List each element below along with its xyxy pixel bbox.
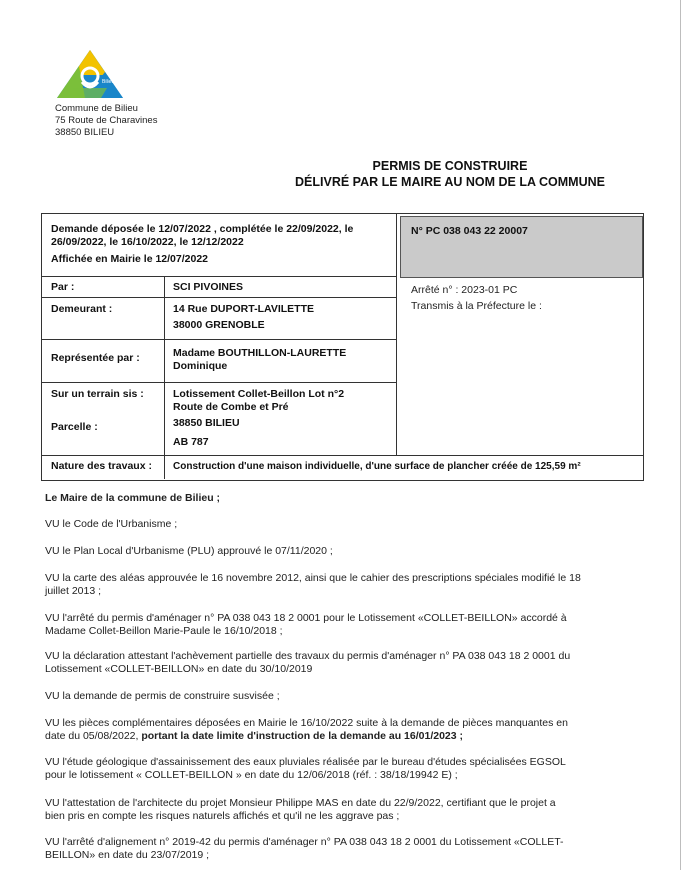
nature-value: Construction d'une maison individuelle, d'une surface de plancher créée de 125,59 m² [173, 461, 581, 472]
representee-value [173, 347, 346, 373]
vu-attestation-architecte [45, 797, 635, 823]
vu-pieces-line-1: VU les pièces complémentaires déposées en Mairie le 16/10/2022 suite à la demande de pièces manquantes en [45, 717, 568, 729]
vu-code-urbanisme: VU le Code de l'Urbanisme ; [45, 518, 178, 530]
demeurant-label: Demeurant : [51, 303, 113, 315]
parcelle-value: AB 787 [173, 436, 209, 448]
par-label: Par : [51, 281, 75, 293]
demande-block [51, 223, 391, 266]
page-edge [680, 0, 681, 870]
vu-demande-permis: VU la demande de permis de construire susvisée ; [45, 690, 280, 702]
maire-heading: Le Maire de la commune de Bilieu ; [45, 492, 221, 504]
vu-etude-geologique [45, 756, 635, 782]
logo-text: Bilieu [102, 79, 115, 85]
vu-plu: VU le Plan Local d'Urbanisme (PLU) approuvé le 07/11/2020 ; [45, 545, 333, 557]
title-line-2: DÉLIVRÉ PAR LE MAIRE AU NOM DE LA COMMUNE [295, 175, 605, 189]
permit-number: N° PC 038 043 22 20007 [411, 225, 528, 237]
vu-declaration-achevement [45, 650, 635, 676]
vu-arrete-line-2: Madame Collet-Beillon Marie-Paule le 16/10/2018 ; [45, 625, 283, 637]
divider [396, 276, 397, 455]
representee-label: Représentée par : [51, 352, 140, 364]
commune-city: 38850 BILIEU [55, 127, 115, 138]
par-value: SCI PIVOINES [173, 281, 244, 293]
title-line-1: PERMIS DE CONSTRUIRE [372, 159, 528, 173]
document-title [250, 158, 650, 190]
divider [41, 455, 643, 456]
vu-declaration-line-1: VU la déclaration attestant l'achèvement partielle des travaux du permis d'aménager n° PA 038 043 18 2 0001 du [45, 650, 571, 662]
vu-pieces-date-limite: portant la date limite d'instruction de la demande au 16/01/2023 ; [141, 730, 464, 742]
vu-declaration-line-2: Lotissement «COLLET-BEILLON» en date du 30/10/2019 [45, 663, 313, 675]
vu-arrete-line-1: VU l'arrêté du permis d'aménager n° PA 038 043 18 2 0001 pour le Lotissement «COLLET-BEILLON» accordé à [45, 612, 567, 624]
representee-line-2: Dominique [173, 360, 228, 372]
nature-label: Nature des travaux : [51, 460, 152, 472]
commune-address [55, 103, 157, 139]
vu-alignement-line-1: VU l'arrêté d'alignement n° 2019-42 du permis d'aménager n° PA 038 043 18 2 0001 du Lotissement «COLLET- [45, 836, 564, 848]
divider [41, 382, 396, 383]
permit-number-box [400, 216, 643, 278]
transmis-prefecture: Transmis à la Préfecture le : [411, 300, 542, 312]
divider [41, 339, 396, 340]
terrain-label: Sur un terrain sis : [51, 388, 144, 400]
vu-etude-line-2: pour le lotissement « COLLET-BEILLON » en date du 12/06/2018 (réf. : 38/18/19942 E) ; [45, 769, 458, 781]
terrain-line-3: 38850 BILIEU [173, 417, 240, 429]
vu-pieces-complementaires [45, 717, 635, 743]
vu-carte-aleas-line-2: juillet 2013 ; [45, 585, 102, 597]
demeurant-value [173, 303, 314, 332]
vu-carte-aleas [45, 572, 635, 598]
divider [164, 276, 165, 479]
terrain-value [173, 388, 344, 430]
demeurant-line-1: 14 Rue DUPORT-LAVILETTE [173, 303, 314, 315]
vu-arrete-alignement [45, 836, 635, 862]
vu-alignement-line-2: BEILLON» en date du 23/07/2019 ; [45, 849, 210, 861]
commune-name: Commune de Bilieu [55, 103, 138, 114]
demande-line-1: Demande déposée le 12/07/2022 , complétée le 22/09/2022, le [51, 223, 354, 235]
vu-attestation-line-2: bien pris en compte les risques naturels affichés et qu'il ne les aggrave pas ; [45, 810, 400, 822]
demande-line-2: 26/09/2022, le 16/10/2022, le 12/12/2022 [51, 236, 244, 248]
divider [396, 213, 397, 276]
parcelle-label: Parcelle : [51, 421, 98, 433]
representee-line-1: Madame BOUTHILLON-LAURETTE [173, 347, 347, 359]
affichee-line: Affichée en Mairie le 12/07/2022 [51, 253, 209, 265]
commune-street: 75 Route de Charavines [55, 115, 158, 126]
vu-carte-aleas-line-1: VU la carte des aléas approuvée le 16 novembre 2012, ainsi que le cahier des prescriptions spéciales modifié le 18 [45, 572, 581, 584]
commune-logo-icon [55, 48, 125, 104]
vu-pieces-date: date du 05/08/2022, [45, 730, 142, 742]
terrain-line-2: Route de Combe et Pré [173, 401, 289, 413]
demeurant-line-2: 38000 GRENOBLE [173, 319, 265, 331]
divider [41, 297, 396, 298]
vu-pieces-line-2 [45, 730, 635, 743]
vu-etude-line-1: VU l'étude géologique d'assainissement des eaux pluviales réalisée par le bureau d'études spécialisées EGSOL [45, 756, 566, 768]
terrain-line-1: Lotissement Collet-Beillon Lot n°2 [173, 388, 345, 400]
vu-arrete-permis-amenager [45, 612, 635, 638]
divider [41, 276, 396, 277]
vu-attestation-line-1: VU l'attestation de l'architecte du projet Monsieur Philippe MAS en date du 22/9/2022, certifiant que le projet a [45, 797, 556, 809]
arrete-number: Arrêté n° : 2023-01 PC [411, 284, 518, 296]
